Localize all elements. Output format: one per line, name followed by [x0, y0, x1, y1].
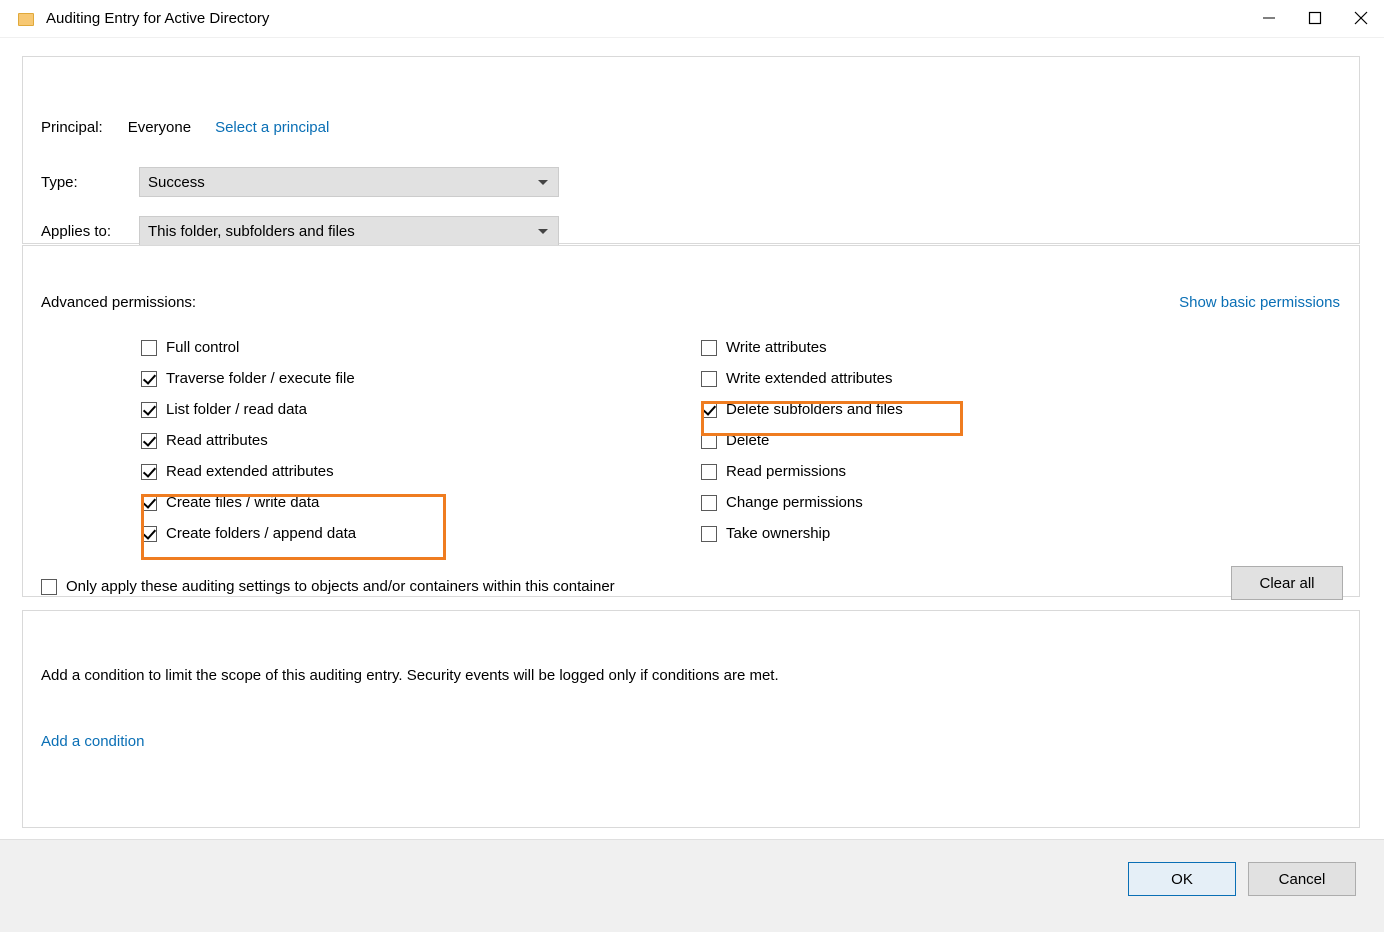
checkbox-read-attributes[interactable]: [141, 433, 157, 449]
permission-item[interactable]: [701, 456, 1221, 487]
only-apply-row[interactable]: [41, 578, 615, 595]
minimize-button[interactable]: [1246, 0, 1292, 36]
permission-label: Take ownership: [726, 525, 831, 542]
permissions-column-right: [701, 332, 1221, 549]
permission-label: Read attributes: [166, 432, 268, 449]
checkbox-change-permissions[interactable]: [701, 495, 717, 511]
permission-label: Create files / write data: [166, 494, 320, 511]
only-apply-label: Only apply these auditing settings to objects and/or containers within this container: [66, 578, 615, 595]
type-row: [41, 167, 559, 197]
add-condition-link[interactable]: Add a condition: [41, 733, 145, 750]
dialog-body: [0, 38, 1384, 840]
checkbox-write-attributes[interactable]: [701, 340, 717, 356]
clear-all-button[interactable]: Clear all: [1231, 566, 1343, 600]
condition-description: Add a condition to limit the scope of this auditing entry. Security events will be logged only if conditions are met.: [41, 667, 779, 684]
principal-row: [41, 119, 329, 136]
checkbox-full-control[interactable]: [141, 340, 157, 356]
checkbox-take-ownership[interactable]: [701, 526, 717, 542]
applies-to-combobox[interactable]: [139, 216, 559, 246]
advanced-permissions-group: [22, 245, 1360, 597]
permission-item[interactable]: [141, 332, 661, 363]
permission-label: Change permissions: [726, 494, 863, 511]
permission-label: Full control: [166, 339, 240, 356]
permission-item[interactable]: [141, 487, 661, 518]
applies-to-row: [41, 216, 559, 246]
window-title: Auditing Entry for Active Directory: [46, 9, 270, 27]
permission-label: Write attributes: [726, 339, 827, 356]
type-label: Type:: [41, 173, 78, 191]
close-button[interactable]: [1338, 0, 1384, 36]
applies-to-value: This folder, subfolders and files: [148, 222, 355, 240]
permission-label: Read permissions: [726, 463, 847, 480]
advanced-permissions-title: Advanced permissions:: [41, 294, 197, 311]
chevron-down-icon: [538, 229, 548, 234]
checkbox-create-files-write-data[interactable]: [141, 495, 157, 511]
show-basic-permissions-link[interactable]: Show basic permissions: [1179, 294, 1340, 311]
permission-item[interactable]: [141, 425, 661, 456]
select-principal-link[interactable]: Select a principal: [215, 119, 330, 136]
permission-item[interactable]: [701, 332, 1221, 363]
cancel-button[interactable]: Cancel: [1248, 862, 1356, 896]
dialog-footer: [0, 839, 1384, 932]
checkbox-only-apply-to-container[interactable]: [41, 579, 57, 595]
left-edge: [0, 38, 8, 840]
chevron-down-icon: [538, 180, 548, 185]
checkbox-delete-subfolders-and-files[interactable]: [701, 402, 717, 418]
principal-group: [22, 56, 1360, 244]
principal-value: Everyone: [127, 119, 192, 136]
permissions-column-left: [141, 332, 661, 549]
permission-item[interactable]: [141, 456, 661, 487]
maximize-button[interactable]: [1292, 0, 1338, 36]
permission-item[interactable]: [701, 394, 1221, 425]
checkbox-read-permissions[interactable]: [701, 464, 717, 480]
checkbox-delete[interactable]: [701, 433, 717, 449]
permission-label: Write extended attributes: [726, 370, 893, 387]
condition-group: [22, 610, 1360, 828]
title-bar: [0, 0, 1384, 37]
permission-item[interactable]: [701, 363, 1221, 394]
permission-item[interactable]: [141, 518, 661, 549]
checkbox-write-extended-attributes[interactable]: [701, 371, 717, 387]
permission-label: Create folders / append data: [166, 525, 357, 542]
checkbox-create-folders-append-data[interactable]: [141, 526, 157, 542]
permission-item[interactable]: [141, 394, 661, 425]
dialog-content: [0, 37, 1384, 932]
permission-label: List folder / read data: [166, 401, 307, 418]
checkbox-list-folder-read-data[interactable]: [141, 402, 157, 418]
checkbox-read-extended-attributes[interactable]: [141, 464, 157, 480]
checkbox-traverse-folder-execute-file[interactable]: [141, 371, 157, 387]
principal-label: Principal:: [41, 119, 103, 136]
applies-to-label: Applies to:: [41, 222, 112, 240]
permission-item[interactable]: [141, 363, 661, 394]
permission-label: Delete: [726, 432, 770, 449]
permission-label: Traverse folder / execute file: [166, 370, 355, 387]
folder-icon: [18, 11, 34, 25]
permission-item[interactable]: [701, 425, 1221, 456]
permission-label: Read extended attributes: [166, 463, 334, 480]
type-value: Success: [148, 173, 205, 191]
permission-label: Delete subfolders and files: [726, 401, 903, 418]
type-combobox[interactable]: [139, 167, 559, 197]
permission-item[interactable]: [701, 487, 1221, 518]
permission-item[interactable]: [701, 518, 1221, 549]
ok-button[interactable]: OK: [1128, 862, 1236, 896]
